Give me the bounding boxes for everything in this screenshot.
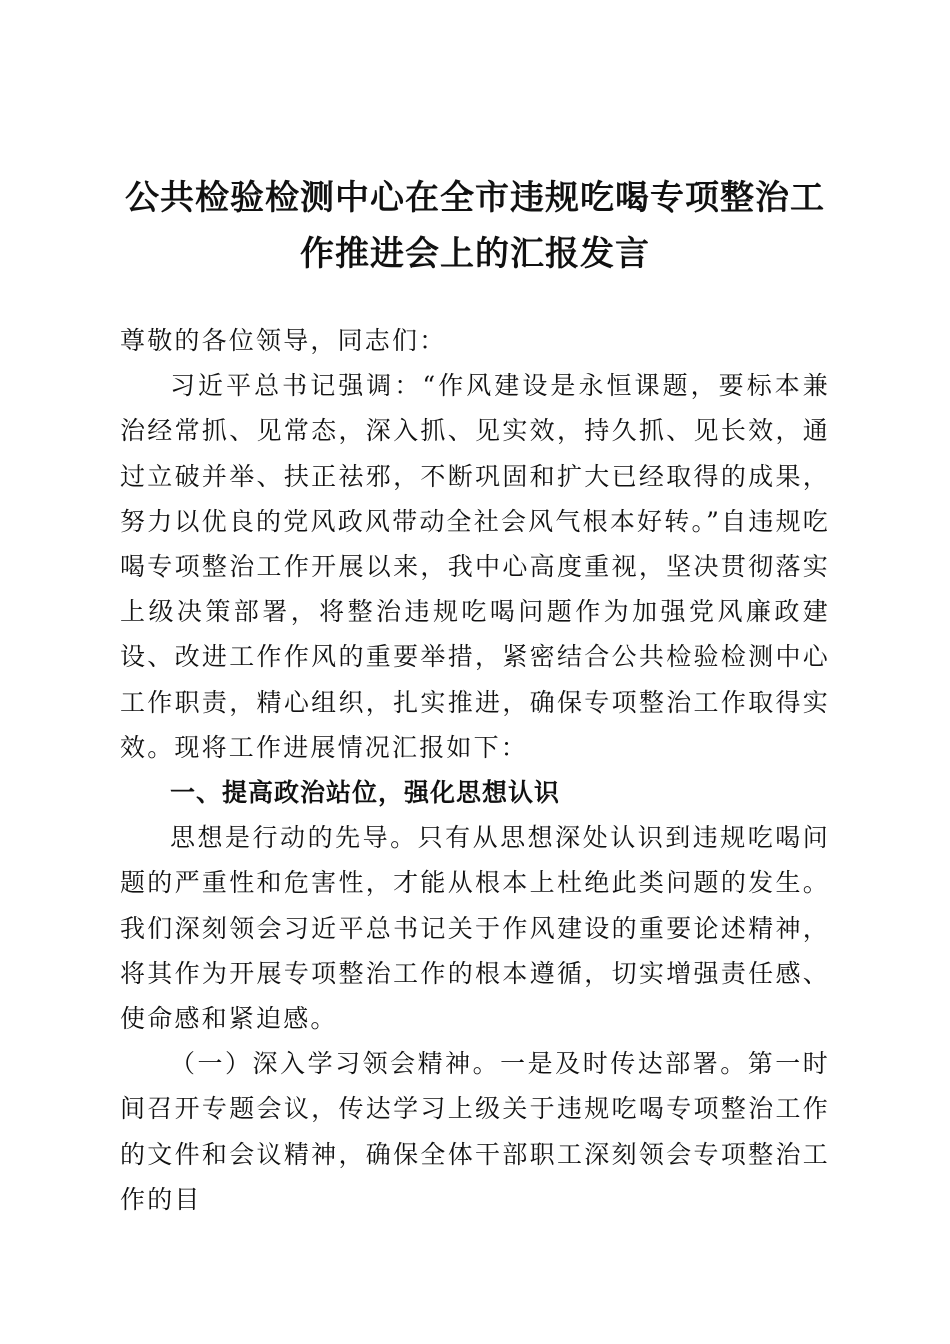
paragraph-section-1: 思想是行动的先导。只有从思想深处认识到违规吃喝问题的严重性和危害性，才能从根本上杜绝此类问题的发生。我们深刻领会习近平总书记关于作风建设的重要论述精神，将其作为开展专项整治工作的根本遵循，切实增强责任感、使命感和紧迫感。 — [120, 823, 830, 1034]
salutation: 尊敬的各位领导，同志们： — [120, 326, 447, 355]
title-line-2: 作推进会上的汇报发言 — [300, 234, 650, 274]
document-body — [120, 318, 830, 1222]
title-line-1: 公共检验检测中心在全市违规吃喝专项整治工 — [125, 178, 825, 218]
paragraph-intro: 习近平总书记强调：“作风建设是永恒课题，要标本兼治经常抓、见常态，深入抓、见实效，持久抓、见长效，通过立破并举、扶正祛邪，不断巩固和扩大已经取得的成果，努力以优良的党风政风带动全社会风气根本好转。”自违规吃喝专项整治工作开展以来，我中心高度重视，坚决贯彻落实上级决策部署，将整治违规吃喝问题作为加强党风廉政建设、改进工作作风的重要举措，紧密结合公共检验检测中心工作职责，精心组织，扎实推进，确保专项整治工作取得实效。现将工作进展情况汇报如下： — [120, 371, 830, 762]
document-title — [100, 170, 850, 282]
paragraph-subsection-1: （一）深入学习领会精神。一是及时传达部署。第一时间召开专题会议，传达学习上级关于违规吃喝专项整治工作的文件和会议精神，确保全体干部职工深刻领会专项整治工作的目 — [120, 1049, 830, 1214]
section-heading-1: 一、提高政治站位，强化思想认识 — [170, 778, 561, 808]
